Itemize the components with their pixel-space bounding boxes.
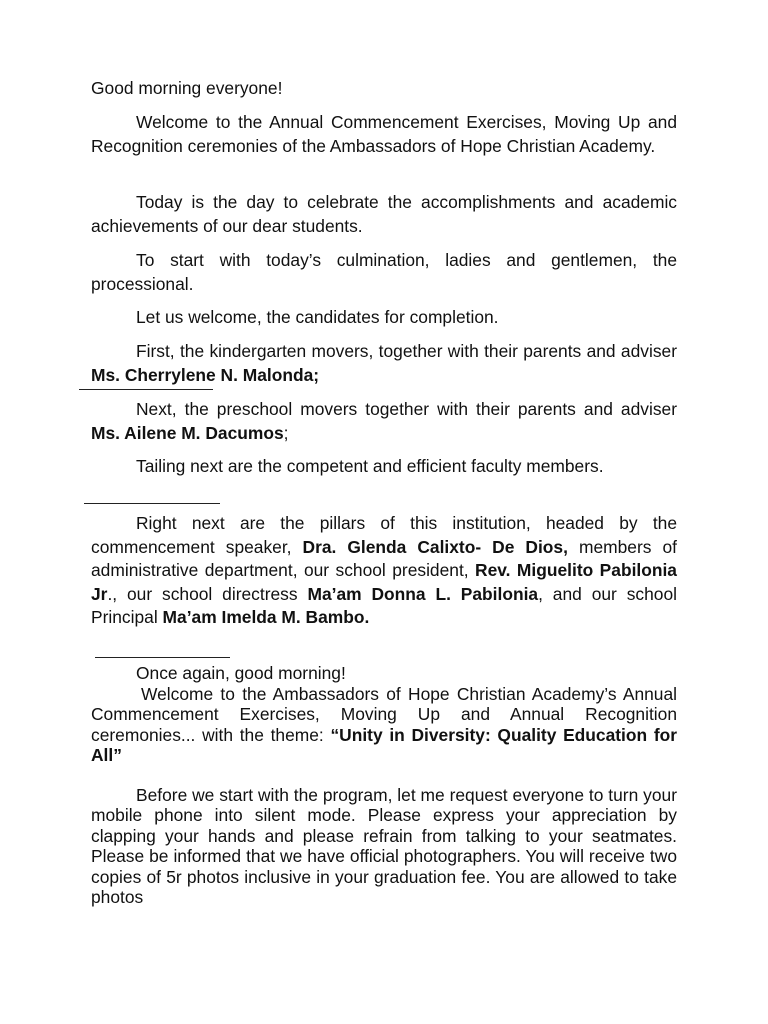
pillars-text: members of administrative department, our school president,	[91, 536, 677, 580]
kindergarten-paragraph	[91, 340, 677, 387]
divider-line	[95, 657, 230, 658]
speaker-name: Dra. Glenda Calixto- De Dios,	[302, 536, 568, 557]
pillars-text: ., our school directress	[107, 583, 308, 604]
greeting-paragraph: Good morning everyone!	[91, 78, 283, 98]
reminders-paragraph: Before we start with the program, let me request everyone to turn your mobile phone into silent mode. Please express your appreciation by clapping your hands and please refrain from talking to your seatmates. Please be informed that we have official photographers. You will receive two copies of 5r photos inclusive in your graduation fee. You are allowed to take photos	[91, 785, 677, 908]
welcome-theme-text: Welcome to the Ambassadors of Hope Christian Academy’s Annual Commencement Exercises, Moving Up and Annual Recognition ceremonies... with the theme:	[91, 684, 677, 745]
faculty-paragraph: Tailing next are the competent and efficient faculty members.	[136, 456, 604, 476]
pillars-paragraph	[91, 512, 677, 630]
preschool-paragraph	[91, 398, 677, 445]
welcome-theme-paragraph	[91, 684, 677, 766]
preschool-text: Next, the preschool movers together with their parents and adviser	[136, 399, 677, 419]
preschool-adviser-name: Ms. Ailene M. Dacumos	[91, 422, 284, 443]
pillars-text: , and our school Principal	[91, 583, 678, 627]
once-again-paragraph: Once again, good morning!	[136, 663, 346, 683]
kindergarten-text: First, the kindergarten movers, together with their parents and adviser	[136, 341, 677, 361]
today-paragraph: Today is the day to celebrate the accomplishments and academic achievements of our dear students.	[91, 192, 677, 236]
pillars-text: Right next are the pillars of this institution, headed by the commencement speaker,	[91, 513, 677, 557]
candidates-paragraph: Let us welcome, the candidates for completion.	[136, 307, 499, 327]
theme-title: “Unity in Diversity: Quality Education for All”	[91, 724, 678, 766]
welcome-paragraph: Welcome to the Annual Commencement Exercises, Moving Up and Recognition ceremonies of the Ambassadors of Hope Christian Academy.	[91, 112, 677, 156]
divider-line	[84, 503, 220, 504]
kindergarten-adviser-name: Ms. Cherrylene N. Malonda;	[91, 364, 320, 385]
preschool-end: ;	[283, 422, 289, 443]
directress-name: Ma’am Donna L. Pabilonia	[307, 583, 539, 604]
divider-line	[79, 389, 213, 390]
president-name: Rev. Miguelito Pabilonia Jr	[91, 560, 677, 604]
principal-name: Ma’am Imelda M. Bambo.	[162, 607, 370, 627]
processional-paragraph: To start with today’s culmination, ladies and gentlemen, the processional.	[91, 250, 677, 294]
